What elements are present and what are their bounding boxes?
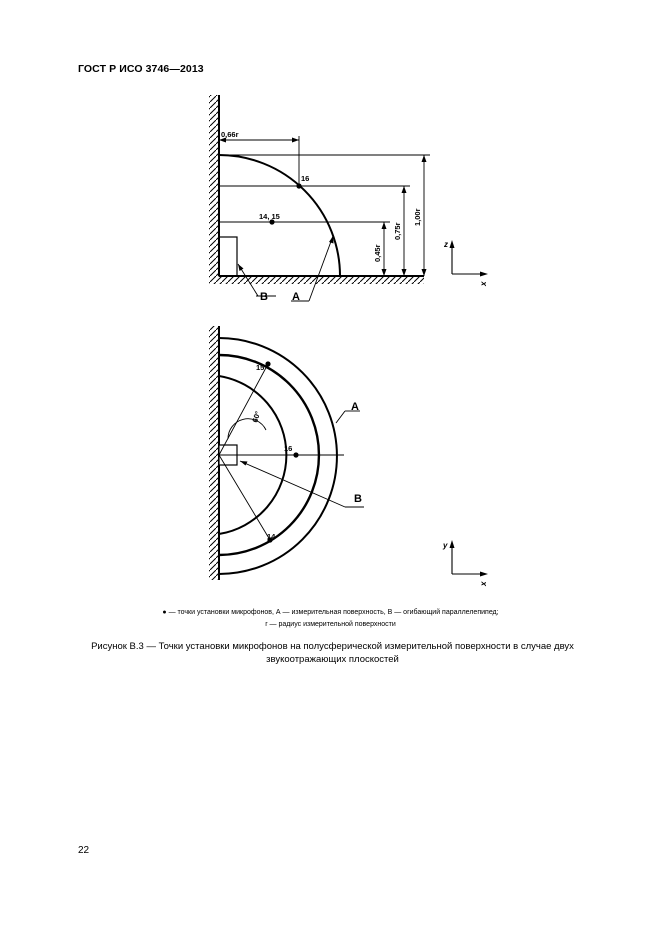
top-label-a: A xyxy=(292,291,300,303)
bottom-wall-hatch xyxy=(209,326,219,580)
bottom-label-b: B xyxy=(354,493,362,505)
top-point-16-label: 16 xyxy=(301,174,310,183)
bottom-point-15-label: 15 xyxy=(256,363,265,372)
top-wall-hatch xyxy=(209,95,219,277)
bottom-label-a: A xyxy=(351,401,359,413)
legend-line-1: ● — точки установки микрофонов, А — измерительная поверхность, В — огибающий параллелепипед; xyxy=(162,609,499,616)
bottom-figure xyxy=(209,326,488,587)
top-axis-z: z xyxy=(444,240,448,249)
top-label-b: B xyxy=(260,291,268,303)
top-dim-horizontal-label: 0,66r xyxy=(221,130,239,139)
top-point-14-15-label: 14, 15 xyxy=(259,212,280,221)
bottom-point-16-label: 16 xyxy=(284,444,293,453)
bottom-point-16 xyxy=(293,452,298,457)
document-header: ГОСТ Р ИСО 3746—2013 xyxy=(78,63,204,75)
top-reference-box xyxy=(219,237,237,276)
bottom-axis-y: y xyxy=(443,541,448,550)
bottom-axis-x: x xyxy=(479,581,488,586)
top-point-16 xyxy=(296,183,301,188)
bottom-point-15 xyxy=(265,361,270,366)
bottom-angle-label: 60° xyxy=(250,410,263,424)
page-number: 22 xyxy=(78,845,90,856)
top-dim-v3-label: 0,45r xyxy=(373,244,382,262)
legend-line-2: r — радиус измерительной поверхности xyxy=(265,621,396,628)
bottom-point-14-label: 14 xyxy=(267,532,276,541)
top-dim-v2-label: 0,75r xyxy=(393,222,402,240)
top-dim-v1-label: 1,00r xyxy=(413,208,422,226)
figure-caption: Рисунок В.3 — Точки установки микрофонов на полусферической измерительной поверхности в случае двух звукоотражающих плоскостей xyxy=(91,641,574,665)
top-figure xyxy=(209,95,488,303)
top-axis-x: x xyxy=(479,281,488,286)
